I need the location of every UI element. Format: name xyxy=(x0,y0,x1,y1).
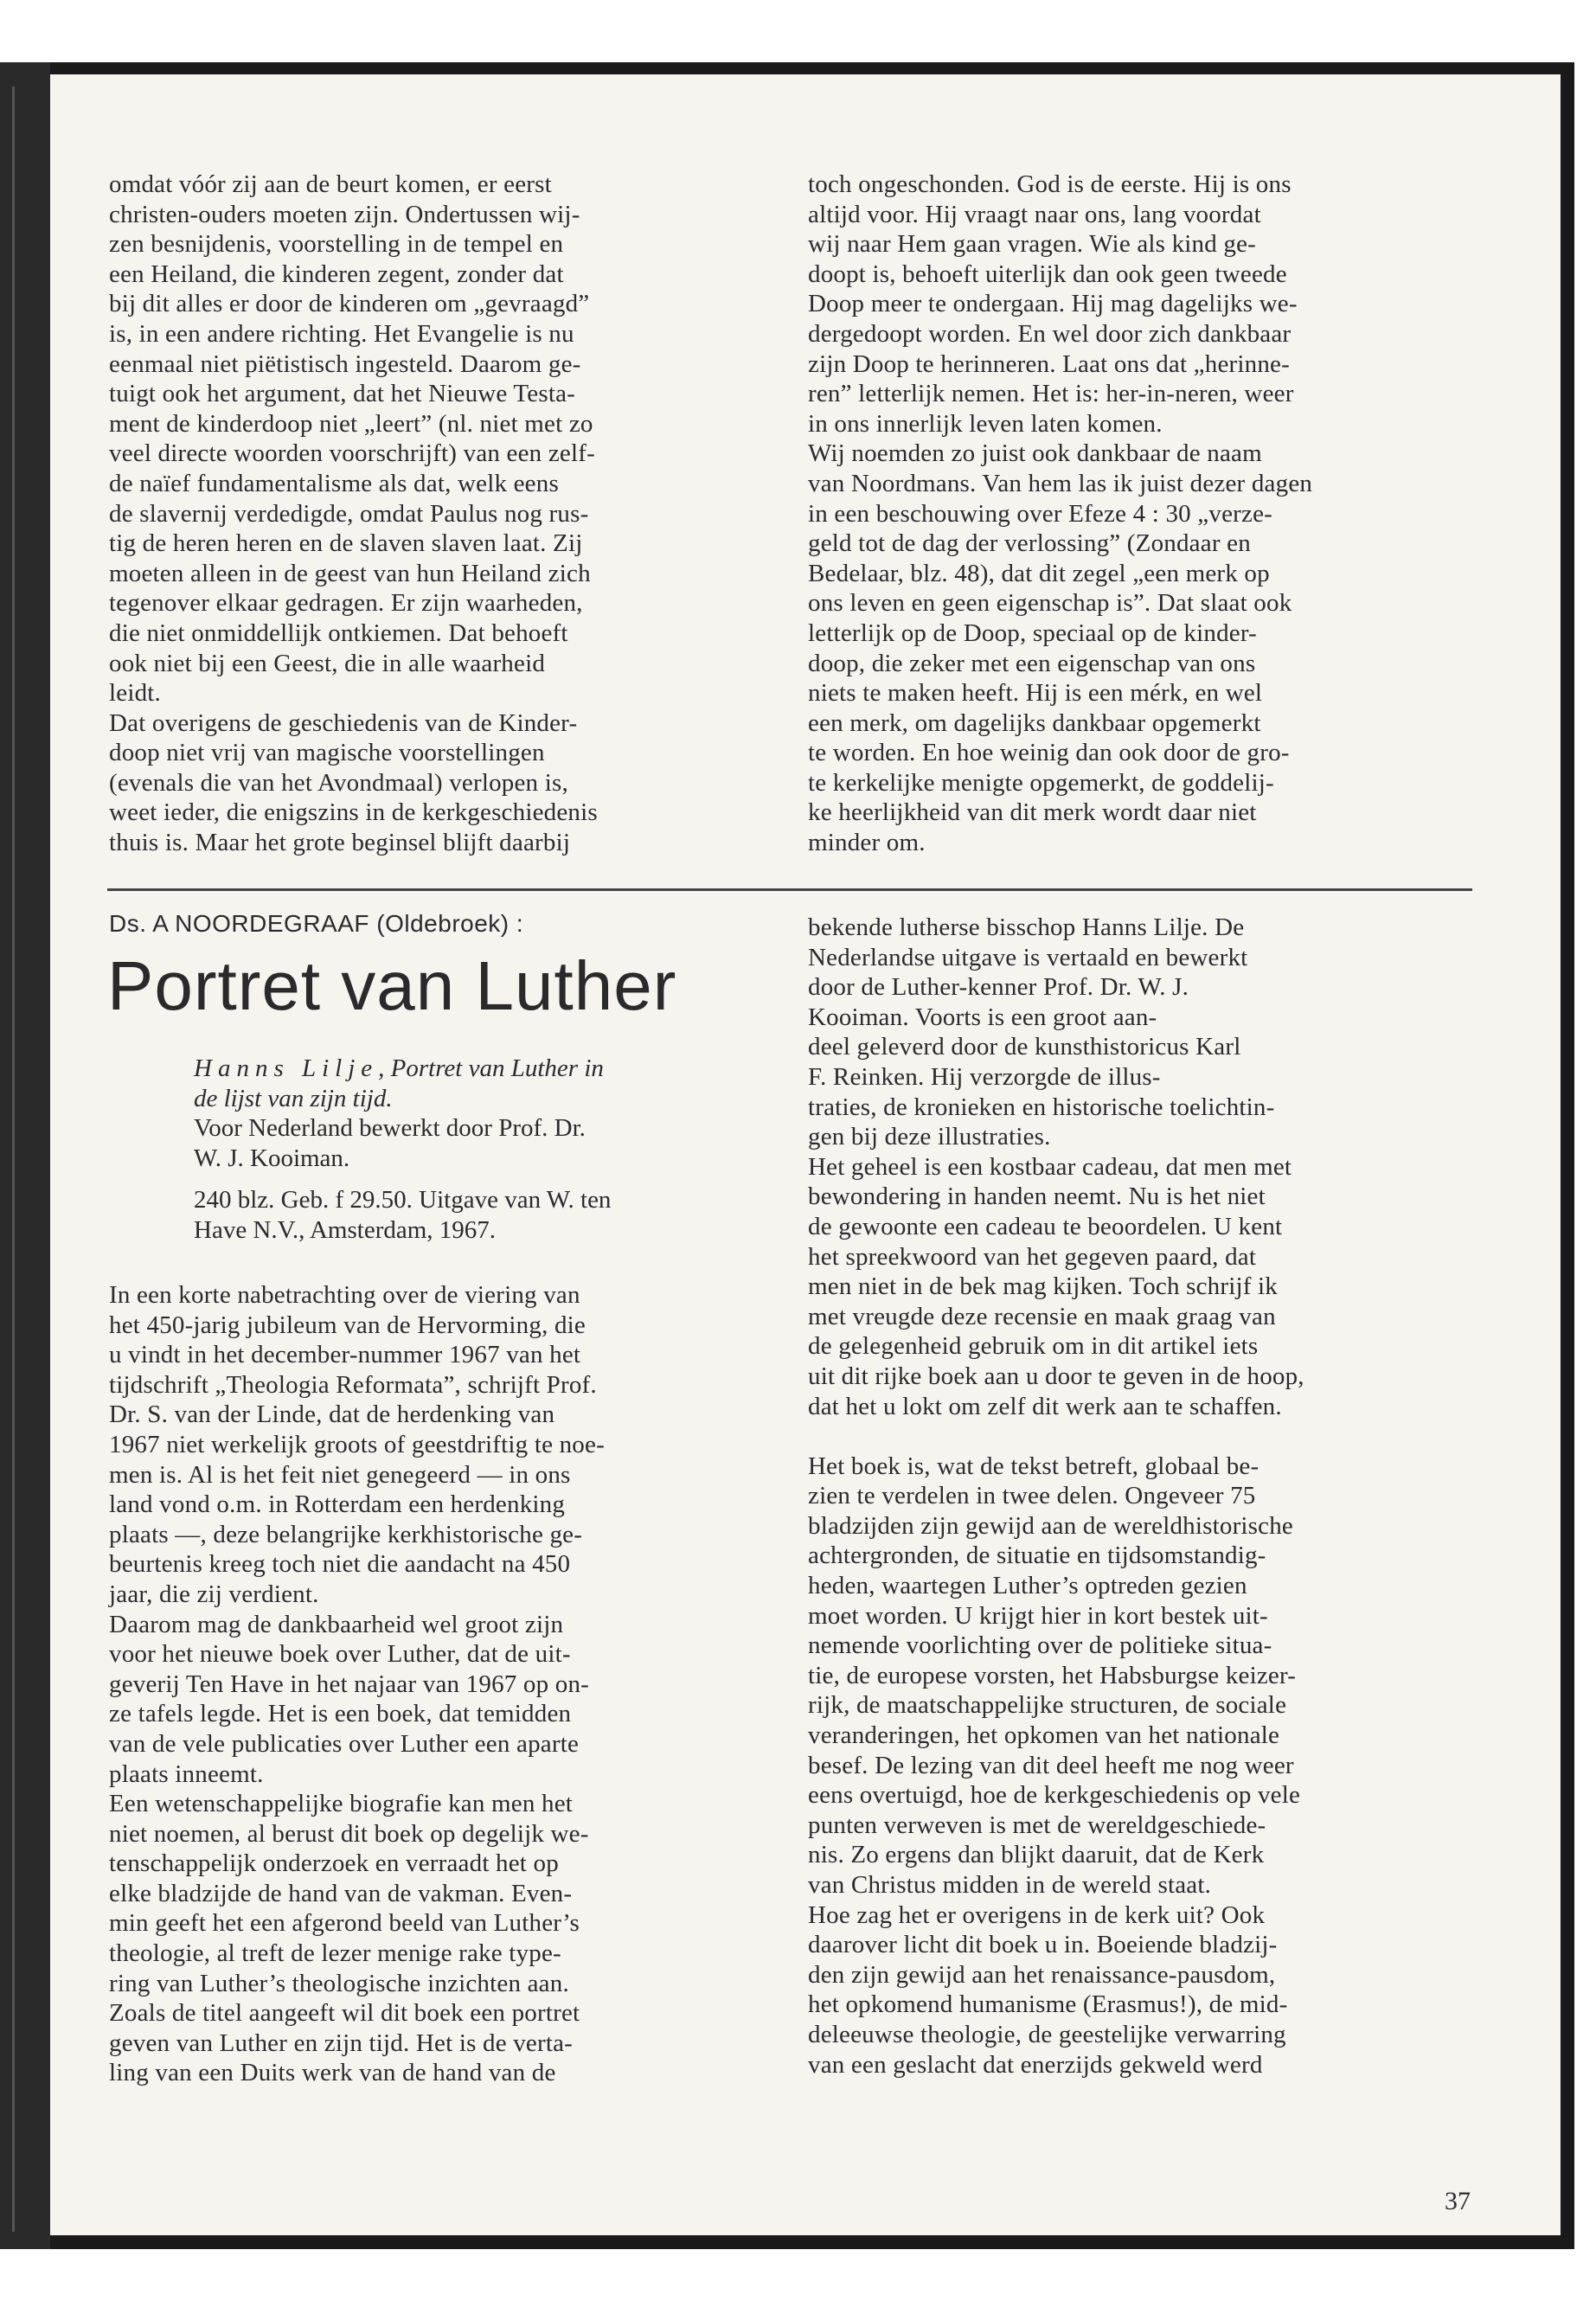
text-line: zijn Doop te herinneren. Laat ons dat „herinne- xyxy=(808,349,1290,378)
text-line: voor het nieuwe boek over Luther, dat de uit- xyxy=(109,1640,571,1669)
text-line: bij dit alles er door de kinderen om „gevraagd” xyxy=(109,290,590,318)
text-line: leidt. xyxy=(109,679,161,708)
text-line: deel geleverd door de kunsthistoricus Karl xyxy=(808,1033,1241,1061)
text-line: ze tafels legde. Het is een boek, dat temidden xyxy=(109,1700,572,1728)
text-line: Wij noemden zo juist ook dankbaar de naam xyxy=(808,439,1262,468)
text-line: ling van een Duits werk van de hand van de xyxy=(109,2059,556,2087)
text-line: in een beschouwing over Efeze 4 : 30 „verze- xyxy=(808,499,1273,528)
text-line: tuigt ook het argument, dat het Nieuwe Testa- xyxy=(109,380,576,408)
text-line: doop, die zeker met een eigenschap van ons xyxy=(808,649,1256,677)
book-adapted: Voor Nederland bewerkt door Prof. Dr. xyxy=(194,1114,586,1143)
text-line: heden, waartegen Luther’s optreden gezien xyxy=(808,1572,1247,1600)
text-line: Het boek is, wat de tekst betreft, globaal be- xyxy=(808,1452,1259,1480)
text-line: nemende voorlichting over de politieke situa- xyxy=(808,1631,1272,1660)
text-line: plaats inneemt. xyxy=(109,1759,264,1788)
text-line: geld tot de dag der verlossing” (Zondaar en xyxy=(808,529,1251,558)
text-line: min geeft het een afgerond beeld van Luther’s xyxy=(109,1909,580,1938)
text-line: Hoe zag het er overigens in de kerk uit? Ook xyxy=(808,1900,1266,1929)
text-line: het spreekwoord van het gegeven paard, dat xyxy=(808,1242,1257,1271)
article-right-column xyxy=(808,913,1472,2080)
text-line: tenschappelijk onderzoek en verraadt het op xyxy=(109,1849,559,1878)
text-line: het 450-jarig jubileum van de Hervorming, die xyxy=(109,1311,586,1339)
text-line: bewondering in handen neemt. Nu is het niet xyxy=(808,1183,1266,1211)
text-line: de gewoonte een cadeau te beoordelen. U kent xyxy=(808,1212,1283,1240)
text-line: ook niet bij een Geest, die in alle waarheid xyxy=(109,649,546,677)
text-line: ring van Luther’s theologische inzichten aan. xyxy=(109,1969,569,1997)
text-line: is, in een andere richting. Het Evangelie is nu xyxy=(109,319,574,348)
text-line: eens overtuigd, hoe de kerkgeschiedenis op vele xyxy=(808,1781,1301,1810)
section-divider xyxy=(107,888,1472,891)
text-line: thuis is. Maar het grote beginsel blijft daarbij xyxy=(109,829,571,857)
text-line: een Heiland, die kinderen zegent, zonder dat xyxy=(109,260,564,288)
top-right-column xyxy=(808,170,1472,858)
text-line: moet worden. U krijgt hier in kort bestek uit- xyxy=(808,1601,1268,1630)
text-line: tegenover elkaar gedragen. Er zijn waarheden, xyxy=(109,589,583,618)
text-line: de naïef fundamentalisme als dat, welk eens xyxy=(109,469,559,497)
text-line: beurtenis kreeg toch niet die aandacht na 450 xyxy=(109,1550,571,1579)
book-title-line xyxy=(194,1054,773,1084)
text-line: zien te verdelen in twee delen. Ongeveer 75 xyxy=(808,1482,1256,1510)
text-line: doop niet vrij van magische voorstellingen xyxy=(109,739,545,767)
text-line: Daarom mag de dankbaarheid wel groot zijn xyxy=(109,1610,564,1638)
text-line: Kooiman. Voorts is een groot aan- xyxy=(808,1003,1157,1031)
text-line: rijk, de maatschappelijke structuren, de sociale xyxy=(808,1691,1287,1720)
text-line: deleeuwse theologie, de geestelijke verwarring xyxy=(808,2020,1286,2048)
text-line: christen-ouders moeten zijn. Ondertussen wij- xyxy=(109,200,580,228)
text-line: den zijn gewijd aan het renaissance-pausdom, xyxy=(808,1960,1276,1989)
text-line: uit dit rijke boek aan u door te geven in de hoop, xyxy=(808,1362,1304,1390)
text-line: de slavernij verdedigde, omdat Paulus nog rus- xyxy=(109,499,589,528)
page-number: 37 xyxy=(1445,2187,1471,2215)
text-line: gen bij deze illustraties. xyxy=(808,1123,1051,1151)
text-line: geverij Ten Have in het najaar van 1967 op on- xyxy=(109,1670,590,1698)
book-details: 240 blz. Geb. f 29.50. Uitgave van W. ten xyxy=(194,1186,612,1215)
text-line: nis. Zo ergens dan blijkt daaruit, dat de Kerk xyxy=(808,1841,1265,1869)
text-line: daarover licht dit boek u in. Boeiende bladzij- xyxy=(808,1931,1278,1959)
text-line: veel directe woorden voorschrijft) van een zelf- xyxy=(109,439,595,468)
text-line: dat het u lokt om zelf dit werk aan te schaffen. xyxy=(808,1392,1282,1420)
text-line: minder om. xyxy=(808,829,926,857)
text-line: toch ongeschonden. God is de eerste. Hij is ons xyxy=(808,170,1292,198)
text-line: besef. De lezing van dit deel heeft me nog weer xyxy=(808,1751,1294,1779)
text-line: Een wetenschappelijke biografie kan men het xyxy=(109,1790,574,1818)
text-line: (evenals die van het Avondmaal) verlopen is, xyxy=(109,768,568,797)
text-line: ren” letterlijk nemen. Het is: her-in-neren, weer xyxy=(808,380,1294,408)
text-line: eenmaal niet piëtistisch ingesteld. Daarom ge- xyxy=(109,349,581,378)
text-line: ke heerlijkheid van dit merk wordt daar niet xyxy=(808,798,1257,827)
text-line: van de vele publicaties over Luther een aparte xyxy=(109,1729,580,1758)
text-line: van een geslacht dat enerzijds gekweld werd xyxy=(808,2050,1263,2079)
text-line: met vreugde deze recensie en maak graag van xyxy=(808,1302,1276,1330)
text-line: door de Luther-kenner Prof. Dr. W. J. xyxy=(808,973,1189,1002)
text-line: tijdschrift „Theologia Reformata”, schrijft Prof. xyxy=(109,1370,597,1399)
book-title: , Portret van Luther in xyxy=(378,1054,604,1082)
text-line: men is. Al is het feit niet genegeerd — in ons xyxy=(109,1460,571,1489)
text-line: Doop meer te ondergaan. Hij mag dagelijks we- xyxy=(808,290,1298,318)
book-adapted-2: W. J. Kooiman. xyxy=(194,1144,350,1172)
text-line: In een korte nabetrachting over de viering van xyxy=(109,1281,580,1309)
text-line: achtergronden, de situatie en tijdsomstandig- xyxy=(808,1541,1266,1570)
text-line: Zoals de titel aangeeft wil dit boek een portret xyxy=(109,1999,580,2028)
text-line: de gelegenheid gebruik om in dit artikel iets xyxy=(808,1332,1259,1361)
article-left-column xyxy=(109,1280,770,2088)
text-line: u vindt in het december-nummer 1967 van het xyxy=(109,1341,581,1369)
text-line: te worden. En hoe weinig dan ook door de gro- xyxy=(808,739,1290,767)
text-line: doopt is, behoeft uiterlijk dan ook geen tweede xyxy=(808,260,1287,288)
article-headline: Portret van Luther xyxy=(107,947,677,1024)
text-line: elke bladzijde de hand van de vakman. Even- xyxy=(109,1879,573,1907)
text-line: 1967 niet werkelijk groots of geestdriftig te noe- xyxy=(109,1430,605,1458)
text-line: wij naar Hem gaan vragen. Wie als kind ge- xyxy=(808,230,1257,259)
text-line: geven van Luther en zijn tijd. Het is de verta- xyxy=(109,2029,574,2057)
text-line: in ons innerlijk leven laten komen. xyxy=(808,409,1163,438)
text-line: land vond o.m. in Rotterdam een herdenking xyxy=(109,1490,566,1519)
book-title-line-2: de lijst van zijn tijd. xyxy=(194,1084,393,1112)
text-line: veranderingen, het opkomen van het nationale xyxy=(808,1721,1280,1750)
text-line: niets te maken heeft. Hij is een mérk, en wel xyxy=(808,679,1263,708)
book-author: Hanns Lilje xyxy=(194,1054,379,1082)
spine-edge xyxy=(12,87,15,2232)
text-line: tig de heren heren en de slaven slaven laat. Zij xyxy=(109,529,583,558)
text-line: men niet in de bek mag kijken. Toch schrijf ik xyxy=(808,1272,1279,1301)
text-line: het opkomend humanisme (Erasmus!), de mid- xyxy=(808,1990,1288,2019)
text-line: Bedelaar, blz. 48), dat dit zegel „een merk op xyxy=(808,559,1270,587)
text-line: omdat vóór zij aan de beurt komen, er eerst xyxy=(109,170,552,198)
text-line: bekende lutherse bisschop Hanns Lilje. De xyxy=(808,913,1245,941)
article-byline: Ds. A NOORDEGRAAF (Oldebroek) : xyxy=(109,910,524,937)
text-line: jaar, die zij verdient. xyxy=(109,1580,319,1608)
paragraph-gap xyxy=(808,1421,1472,1452)
text-line: letterlijk op de Doop, speciaal op de kinder- xyxy=(808,619,1257,647)
text-line: ment de kinderdoop niet „leert” (nl. niet met zo xyxy=(109,409,593,438)
text-line: dergedoopt worden. En wel door zich dankbaar xyxy=(808,319,1292,348)
text-line: Dr. S. van der Linde, dat de herdenking van xyxy=(109,1400,555,1429)
text-line: moeten alleen in de geest van hun Heiland zich xyxy=(109,559,591,587)
text-line: die niet onmiddellijk ontkiemen. Dat behoeft xyxy=(109,619,568,647)
text-line: altijd voor. Hij vraagt naar ons, lang voordat xyxy=(808,200,1261,228)
text-line: te kerkelijke menigte opgemerkt, de goddelij- xyxy=(808,768,1274,797)
text-line: traties, de kronieken en historische toelichtin- xyxy=(808,1093,1275,1121)
top-left-column xyxy=(109,170,770,858)
text-line: ons leven en geen eigenschap is”. Dat slaat ook xyxy=(808,589,1292,618)
book-spine xyxy=(0,62,50,2249)
text-line: weet ieder, die enigszins in de kerkgeschiedenis xyxy=(109,798,598,827)
text-line: Nederlandse uitgave is vertaald en bewerkt xyxy=(808,943,1248,971)
text-line: F. Reinken. Hij verzorgde de illus- xyxy=(808,1062,1161,1091)
text-line: bladzijden zijn gewijd aan de wereldhistorische xyxy=(808,1511,1294,1540)
text-line: Dat overigens de geschiedenis van de Kinder- xyxy=(109,708,578,737)
text-line: tie, de europese vorsten, het Habsburgse keizer- xyxy=(808,1661,1297,1689)
book-info xyxy=(194,1054,773,1246)
text-line: zen besnijdenis, voorstelling in de tempel en xyxy=(109,230,564,259)
text-line: plaats —, deze belangrijke kerkhistorische ge- xyxy=(109,1520,583,1548)
text-line: van Christus midden in de wereld staat. xyxy=(808,1871,1212,1899)
text-line: punten verweven is met de wereldgeschiede- xyxy=(808,1811,1266,1839)
text-line: theologie, al treft de lezer menige rake type- xyxy=(109,1939,561,1968)
text-line: een merk, om dagelijks dankbaar opgemerkt xyxy=(808,708,1261,737)
text-line: niet noemen, al berust dit boek op degelijk we- xyxy=(109,1819,589,1848)
text-line: Het geheel is een kostbaar cadeau, dat men met xyxy=(808,1152,1292,1181)
text-line: van Noordmans. Van hem las ik juist dezer dagen xyxy=(808,469,1313,497)
book-details-2: Have N.V., Amsterdam, 1967. xyxy=(194,1215,497,1244)
